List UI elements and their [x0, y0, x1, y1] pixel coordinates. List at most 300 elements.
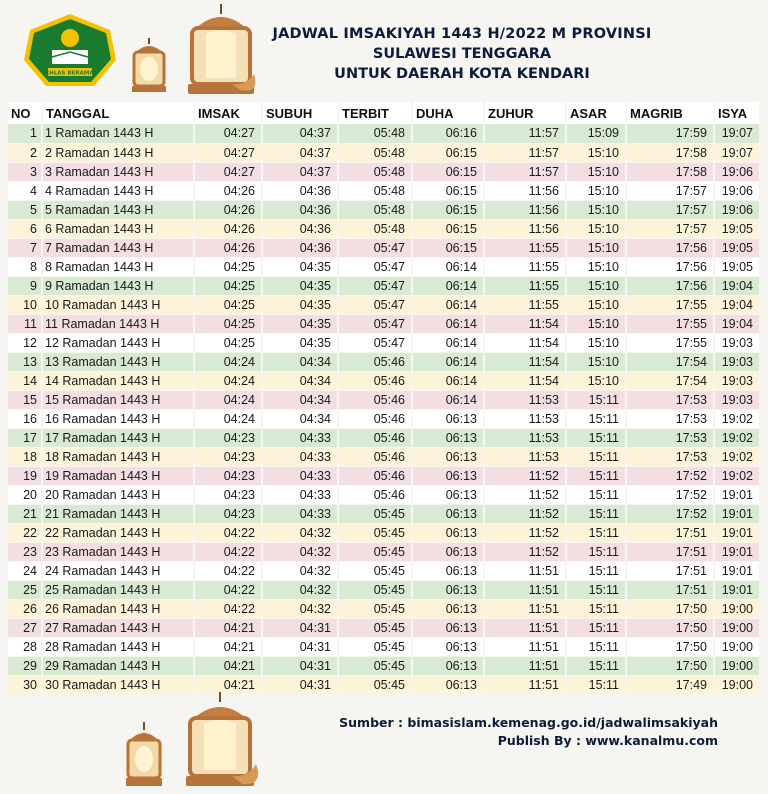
- cell-imsak: 04:25: [194, 314, 262, 333]
- cell-zuhur: 11:54: [484, 352, 566, 371]
- cell-asar: 15:11: [566, 561, 626, 580]
- cell-duha: 06:14: [412, 352, 484, 371]
- cell-isya: 19:05: [714, 238, 760, 257]
- cell-tanggal: 22 Ramadan 1443 H: [42, 523, 194, 542]
- cell-asar: 15:10: [566, 333, 626, 352]
- lantern-small-icon: [124, 38, 174, 100]
- cell-isya: 19:01: [714, 561, 760, 580]
- cell-imsak: 04:23: [194, 466, 262, 485]
- cell-isya: 19:03: [714, 333, 760, 352]
- cell-imsak: 04:22: [194, 561, 262, 580]
- cell-terbit: 05:46: [338, 352, 412, 371]
- cell-subuh: 04:35: [262, 276, 338, 295]
- table-row: [8, 504, 760, 523]
- table-row: [8, 124, 760, 143]
- cell-terbit: 05:45: [338, 618, 412, 637]
- cell-isya: 19:01: [714, 523, 760, 542]
- table-row: [8, 656, 760, 675]
- cell-tanggal: 23 Ramadan 1443 H: [42, 542, 194, 561]
- cell-duha: 06:16: [412, 124, 484, 143]
- cell-zuhur: 11:55: [484, 257, 566, 276]
- cell-subuh: 04:36: [262, 181, 338, 200]
- cell-tanggal: 17 Ramadan 1443 H: [42, 428, 194, 447]
- table-row: [8, 314, 760, 333]
- cell-imsak: 04:26: [194, 200, 262, 219]
- cell-subuh: 04:31: [262, 675, 338, 694]
- table-row: [8, 637, 760, 656]
- cell-tanggal: 2 Ramadan 1443 H: [42, 143, 194, 162]
- cell-imsak: 04:21: [194, 675, 262, 694]
- cell-zuhur: 11:51: [484, 599, 566, 618]
- cell-asar: 15:10: [566, 257, 626, 276]
- cell-imsak: 04:22: [194, 580, 262, 599]
- cell-magrib: 17:50: [626, 618, 714, 637]
- cell-duha: 06:14: [412, 314, 484, 333]
- cell-imsak: 04:27: [194, 143, 262, 162]
- cell-no: 30: [8, 675, 42, 694]
- cell-subuh: 04:32: [262, 599, 338, 618]
- cell-subuh: 04:33: [262, 485, 338, 504]
- cell-isya: 19:01: [714, 580, 760, 599]
- cell-terbit: 05:45: [338, 637, 412, 656]
- cell-asar: 15:11: [566, 580, 626, 599]
- cell-isya: 19:01: [714, 542, 760, 561]
- cell-terbit: 05:47: [338, 333, 412, 352]
- cell-terbit: 05:45: [338, 561, 412, 580]
- cell-no: 1: [8, 124, 42, 143]
- cell-magrib: 17:51: [626, 580, 714, 599]
- cell-isya: 19:02: [714, 466, 760, 485]
- cell-magrib: 17:54: [626, 352, 714, 371]
- column-header-tanggal: TANGGAL: [42, 102, 194, 124]
- cell-subuh: 04:31: [262, 618, 338, 637]
- cell-no: 13: [8, 352, 42, 371]
- cell-terbit: 05:45: [338, 675, 412, 694]
- cell-no: 18: [8, 447, 42, 466]
- cell-zuhur: 11:51: [484, 637, 566, 656]
- cell-imsak: 04:27: [194, 162, 262, 181]
- table-row: [8, 485, 760, 504]
- cell-isya: 19:06: [714, 200, 760, 219]
- cell-asar: 15:11: [566, 599, 626, 618]
- title-line-2: SULAWESI TENGGARA: [372, 46, 552, 62]
- cell-magrib: 17:58: [626, 143, 714, 162]
- cell-duha: 06:13: [412, 542, 484, 561]
- cell-terbit: 05:45: [338, 580, 412, 599]
- cell-isya: 19:05: [714, 219, 760, 238]
- cell-subuh: 04:35: [262, 314, 338, 333]
- cell-asar: 15:10: [566, 200, 626, 219]
- cell-duha: 06:13: [412, 675, 484, 694]
- cell-tanggal: 11 Ramadan 1443 H: [42, 314, 194, 333]
- cell-tanggal: 26 Ramadan 1443 H: [42, 599, 194, 618]
- cell-tanggal: 6 Ramadan 1443 H: [42, 219, 194, 238]
- cell-zuhur: 11:55: [484, 276, 566, 295]
- cell-no: 19: [8, 466, 42, 485]
- cell-duha: 06:13: [412, 637, 484, 656]
- cell-duha: 06:13: [412, 580, 484, 599]
- cell-tanggal: 28 Ramadan 1443 H: [42, 637, 194, 656]
- cell-isya: 19:02: [714, 409, 760, 428]
- cell-no: 5: [8, 200, 42, 219]
- cell-subuh: 04:33: [262, 504, 338, 523]
- cell-zuhur: 11:56: [484, 200, 566, 219]
- cell-no: 25: [8, 580, 42, 599]
- cell-magrib: 17:57: [626, 219, 714, 238]
- cell-imsak: 04:21: [194, 618, 262, 637]
- cell-asar: 15:10: [566, 371, 626, 390]
- cell-imsak: 04:22: [194, 542, 262, 561]
- kemenag-logo-icon: [22, 12, 118, 92]
- table-row: [8, 143, 760, 162]
- cell-zuhur: 11:57: [484, 143, 566, 162]
- cell-imsak: 04:24: [194, 371, 262, 390]
- cell-zuhur: 11:53: [484, 428, 566, 447]
- cell-subuh: 04:33: [262, 466, 338, 485]
- cell-imsak: 04:22: [194, 523, 262, 542]
- cell-magrib: 17:57: [626, 181, 714, 200]
- cell-magrib: 17:52: [626, 504, 714, 523]
- cell-zuhur: 11:52: [484, 542, 566, 561]
- cell-tanggal: 24 Ramadan 1443 H: [42, 561, 194, 580]
- cell-isya: 19:06: [714, 181, 760, 200]
- cell-tanggal: 13 Ramadan 1443 H: [42, 352, 194, 371]
- cell-magrib: 17:51: [626, 542, 714, 561]
- cell-zuhur: 11:53: [484, 409, 566, 428]
- cell-imsak: 04:23: [194, 485, 262, 504]
- title-line-3: UNTUK DAERAH KOTA KENDARI: [334, 66, 590, 82]
- table-row: [8, 352, 760, 371]
- cell-duha: 06:15: [412, 219, 484, 238]
- cell-tanggal: 25 Ramadan 1443 H: [42, 580, 194, 599]
- cell-duha: 06:13: [412, 466, 484, 485]
- table-row: [8, 466, 760, 485]
- column-header-imsak: IMSAK: [194, 102, 262, 124]
- cell-isya: 19:04: [714, 276, 760, 295]
- cell-no: 16: [8, 409, 42, 428]
- cell-terbit: 05:46: [338, 409, 412, 428]
- cell-terbit: 05:45: [338, 542, 412, 561]
- cell-duha: 06:14: [412, 390, 484, 409]
- cell-asar: 15:11: [566, 409, 626, 428]
- cell-no: 12: [8, 333, 42, 352]
- cell-isya: 19:07: [714, 124, 760, 143]
- cell-subuh: 04:36: [262, 200, 338, 219]
- cell-isya: 19:00: [714, 618, 760, 637]
- cell-imsak: 04:21: [194, 656, 262, 675]
- cell-isya: 19:03: [714, 371, 760, 390]
- cell-asar: 15:10: [566, 143, 626, 162]
- cell-tanggal: 1 Ramadan 1443 H: [42, 124, 194, 143]
- cell-subuh: 04:37: [262, 162, 338, 181]
- cell-tanggal: 19 Ramadan 1443 H: [42, 466, 194, 485]
- cell-asar: 15:11: [566, 390, 626, 409]
- cell-asar: 15:11: [566, 428, 626, 447]
- cell-magrib: 17:53: [626, 409, 714, 428]
- cell-duha: 06:13: [412, 409, 484, 428]
- header: [0, 0, 768, 102]
- table-row: [8, 162, 760, 181]
- column-header-magrib: MAGRIB: [626, 102, 714, 124]
- cell-no: 9: [8, 276, 42, 295]
- cell-terbit: 05:46: [338, 371, 412, 390]
- cell-zuhur: 11:52: [484, 466, 566, 485]
- cell-duha: 06:14: [412, 371, 484, 390]
- cell-isya: 19:04: [714, 314, 760, 333]
- cell-duha: 06:13: [412, 504, 484, 523]
- cell-duha: 06:15: [412, 200, 484, 219]
- cell-magrib: 17:51: [626, 523, 714, 542]
- cell-subuh: 04:32: [262, 580, 338, 599]
- cell-no: 24: [8, 561, 42, 580]
- cell-tanggal: 4 Ramadan 1443 H: [42, 181, 194, 200]
- cell-magrib: 17:56: [626, 238, 714, 257]
- cell-terbit: 05:47: [338, 238, 412, 257]
- footer: [0, 690, 768, 794]
- table-header-row: [8, 102, 760, 124]
- cell-subuh: 04:31: [262, 656, 338, 675]
- cell-asar: 15:11: [566, 447, 626, 466]
- cell-tanggal: 3 Ramadan 1443 H: [42, 162, 194, 181]
- cell-subuh: 04:36: [262, 219, 338, 238]
- table-row: [8, 428, 760, 447]
- cell-magrib: 17:59: [626, 124, 714, 143]
- cell-tanggal: 14 Ramadan 1443 H: [42, 371, 194, 390]
- footer-credits: [339, 714, 718, 750]
- cell-asar: 15:09: [566, 124, 626, 143]
- publish-text: Publish By : www.kanalmu.com: [497, 733, 718, 748]
- cell-no: 20: [8, 485, 42, 504]
- lantern-large-icon: [176, 4, 266, 100]
- cell-asar: 15:10: [566, 219, 626, 238]
- cell-no: 28: [8, 637, 42, 656]
- cell-subuh: 04:34: [262, 352, 338, 371]
- cell-terbit: 05:47: [338, 276, 412, 295]
- table-row: [8, 599, 760, 618]
- cell-magrib: 17:52: [626, 485, 714, 504]
- column-header-zuhur: ZUHUR: [484, 102, 566, 124]
- table-row: [8, 333, 760, 352]
- cell-subuh: 04:32: [262, 542, 338, 561]
- cell-terbit: 05:45: [338, 504, 412, 523]
- cell-terbit: 05:48: [338, 124, 412, 143]
- source-text: Sumber : bimasislam.kemenag.go.id/jadwalimsakiyah: [339, 715, 718, 730]
- column-header-terbit: TERBIT: [338, 102, 412, 124]
- cell-terbit: 05:46: [338, 447, 412, 466]
- cell-magrib: 17:56: [626, 257, 714, 276]
- cell-asar: 15:10: [566, 162, 626, 181]
- cell-imsak: 04:25: [194, 276, 262, 295]
- cell-imsak: 04:25: [194, 333, 262, 352]
- cell-terbit: 05:45: [338, 656, 412, 675]
- cell-subuh: 04:37: [262, 143, 338, 162]
- cell-isya: 19:03: [714, 390, 760, 409]
- cell-duha: 06:14: [412, 333, 484, 352]
- cell-asar: 15:11: [566, 637, 626, 656]
- cell-zuhur: 11:52: [484, 485, 566, 504]
- title-block: [262, 26, 662, 82]
- cell-duha: 06:13: [412, 561, 484, 580]
- cell-magrib: 17:49: [626, 675, 714, 694]
- cell-imsak: 04:22: [194, 599, 262, 618]
- cell-no: 3: [8, 162, 42, 181]
- title-line-1: JADWAL IMSAKIYAH 1443 H/2022 M PROVINSI: [272, 26, 652, 42]
- table-row: [8, 580, 760, 599]
- cell-subuh: 04:32: [262, 561, 338, 580]
- cell-magrib: 17:51: [626, 561, 714, 580]
- cell-magrib: 17:55: [626, 333, 714, 352]
- cell-imsak: 04:23: [194, 504, 262, 523]
- cell-magrib: 17:55: [626, 295, 714, 314]
- cell-duha: 06:13: [412, 523, 484, 542]
- cell-no: 10: [8, 295, 42, 314]
- cell-imsak: 04:26: [194, 181, 262, 200]
- cell-terbit: 05:46: [338, 428, 412, 447]
- cell-duha: 06:15: [412, 238, 484, 257]
- table-row: [8, 257, 760, 276]
- cell-zuhur: 11:52: [484, 523, 566, 542]
- cell-zuhur: 11:53: [484, 447, 566, 466]
- table-row: [8, 238, 760, 257]
- cell-zuhur: 11:57: [484, 124, 566, 143]
- cell-magrib: 17:50: [626, 599, 714, 618]
- cell-tanggal: 5 Ramadan 1443 H: [42, 200, 194, 219]
- cell-asar: 15:11: [566, 675, 626, 694]
- cell-tanggal: 27 Ramadan 1443 H: [42, 618, 194, 637]
- cell-isya: 19:07: [714, 143, 760, 162]
- logo-text: IKHLAS BERAMAL: [42, 70, 98, 77]
- cell-tanggal: 7 Ramadan 1443 H: [42, 238, 194, 257]
- cell-subuh: 04:34: [262, 409, 338, 428]
- cell-terbit: 05:48: [338, 162, 412, 181]
- cell-asar: 15:10: [566, 295, 626, 314]
- cell-isya: 19:00: [714, 675, 760, 694]
- cell-asar: 15:11: [566, 504, 626, 523]
- cell-duha: 06:13: [412, 428, 484, 447]
- cell-no: 22: [8, 523, 42, 542]
- cell-imsak: 04:23: [194, 447, 262, 466]
- column-header-subuh: SUBUH: [262, 102, 338, 124]
- cell-imsak: 04:25: [194, 295, 262, 314]
- cell-terbit: 05:48: [338, 181, 412, 200]
- lantern-footer-small-icon: [118, 722, 170, 792]
- cell-terbit: 05:48: [338, 200, 412, 219]
- column-header-isya: ISYA: [714, 102, 760, 124]
- column-header-duha: DUHA: [412, 102, 484, 124]
- cell-no: 17: [8, 428, 42, 447]
- cell-duha: 06:13: [412, 447, 484, 466]
- cell-no: 15: [8, 390, 42, 409]
- cell-duha: 06:15: [412, 181, 484, 200]
- cell-subuh: 04:37: [262, 124, 338, 143]
- cell-zuhur: 11:51: [484, 656, 566, 675]
- cell-no: 27: [8, 618, 42, 637]
- cell-asar: 15:11: [566, 466, 626, 485]
- cell-tanggal: 21 Ramadan 1443 H: [42, 504, 194, 523]
- cell-subuh: 04:35: [262, 295, 338, 314]
- cell-tanggal: 10 Ramadan 1443 H: [42, 295, 194, 314]
- cell-no: 4: [8, 181, 42, 200]
- cell-no: 11: [8, 314, 42, 333]
- cell-tanggal: 12 Ramadan 1443 H: [42, 333, 194, 352]
- cell-zuhur: 11:51: [484, 675, 566, 694]
- table-row: [8, 523, 760, 542]
- cell-zuhur: 11:54: [484, 333, 566, 352]
- cell-no: 2: [8, 143, 42, 162]
- cell-asar: 15:10: [566, 238, 626, 257]
- cell-magrib: 17:52: [626, 466, 714, 485]
- cell-duha: 06:13: [412, 618, 484, 637]
- cell-zuhur: 11:51: [484, 561, 566, 580]
- table-row: [8, 181, 760, 200]
- table-row: [8, 618, 760, 637]
- cell-tanggal: 8 Ramadan 1443 H: [42, 257, 194, 276]
- cell-no: 8: [8, 257, 42, 276]
- cell-subuh: 04:34: [262, 390, 338, 409]
- cell-terbit: 05:48: [338, 143, 412, 162]
- cell-tanggal: 15 Ramadan 1443 H: [42, 390, 194, 409]
- cell-subuh: 04:32: [262, 523, 338, 542]
- cell-tanggal: 18 Ramadan 1443 H: [42, 447, 194, 466]
- cell-duha: 06:13: [412, 656, 484, 675]
- cell-terbit: 05:45: [338, 523, 412, 542]
- cell-zuhur: 11:51: [484, 580, 566, 599]
- cell-asar: 15:11: [566, 485, 626, 504]
- cell-isya: 19:05: [714, 257, 760, 276]
- cell-magrib: 17:54: [626, 371, 714, 390]
- cell-terbit: 05:46: [338, 485, 412, 504]
- cell-no: 7: [8, 238, 42, 257]
- cell-magrib: 17:50: [626, 656, 714, 675]
- table-row: [8, 276, 760, 295]
- cell-duha: 06:14: [412, 276, 484, 295]
- cell-tanggal: 9 Ramadan 1443 H: [42, 276, 194, 295]
- cell-no: 29: [8, 656, 42, 675]
- cell-imsak: 04:26: [194, 219, 262, 238]
- cell-subuh: 04:31: [262, 637, 338, 656]
- cell-magrib: 17:55: [626, 314, 714, 333]
- cell-subuh: 04:36: [262, 238, 338, 257]
- cell-subuh: 04:35: [262, 257, 338, 276]
- cell-no: 14: [8, 371, 42, 390]
- cell-imsak: 04:24: [194, 390, 262, 409]
- cell-terbit: 05:47: [338, 295, 412, 314]
- cell-subuh: 04:35: [262, 333, 338, 352]
- cell-magrib: 17:57: [626, 200, 714, 219]
- cell-tanggal: 30 Ramadan 1443 H: [42, 675, 194, 694]
- cell-terbit: 05:46: [338, 466, 412, 485]
- cell-zuhur: 11:53: [484, 390, 566, 409]
- cell-isya: 19:03: [714, 352, 760, 371]
- table-row: [8, 447, 760, 466]
- cell-zuhur: 11:57: [484, 162, 566, 181]
- imsakiyah-table: [8, 102, 761, 695]
- cell-duha: 06:15: [412, 162, 484, 181]
- cell-terbit: 05:46: [338, 390, 412, 409]
- cell-zuhur: 11:54: [484, 314, 566, 333]
- cell-imsak: 04:27: [194, 124, 262, 143]
- cell-zuhur: 11:55: [484, 238, 566, 257]
- table-row: [8, 561, 760, 580]
- cell-zuhur: 11:51: [484, 618, 566, 637]
- cell-asar: 15:11: [566, 523, 626, 542]
- cell-isya: 19:02: [714, 428, 760, 447]
- cell-asar: 15:11: [566, 656, 626, 675]
- cell-magrib: 17:53: [626, 390, 714, 409]
- cell-isya: 19:01: [714, 504, 760, 523]
- cell-duha: 06:13: [412, 485, 484, 504]
- cell-magrib: 17:58: [626, 162, 714, 181]
